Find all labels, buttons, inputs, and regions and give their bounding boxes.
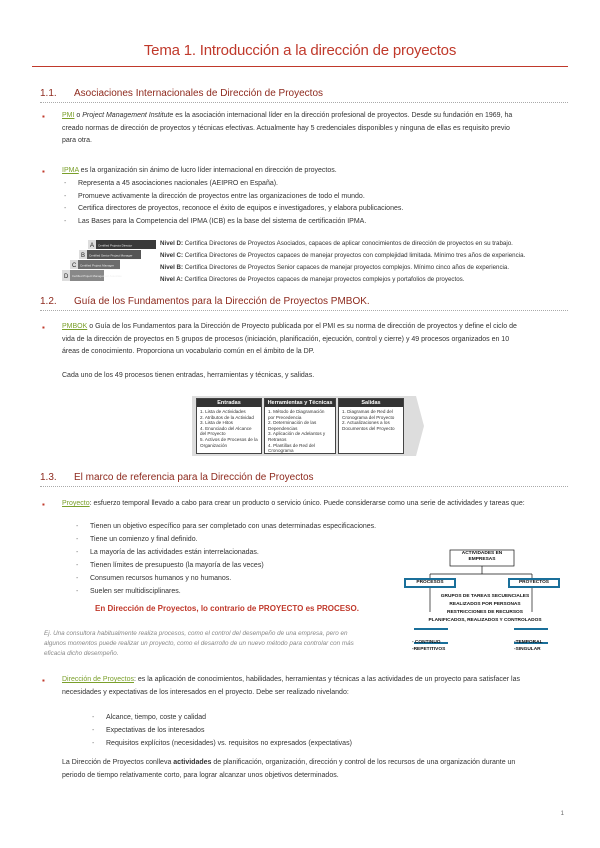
proyecto-link[interactable]: Proyecto: [62, 500, 90, 507]
title-divider: [32, 66, 568, 67]
proyecto-paragraph: Proyecto: esfuerzo temporal llevado a cabo para crear un producto o servicio único. Puede considerarse como una serie de actividades y tareas que:: [62, 500, 525, 507]
list-item: - Las Bases para la Competencia del IPMA (ICB) es la base del sistema de certificación IPMA.: [64, 217, 367, 225]
diagram-top-label: ACTIVIDADES EN EMPRESAS: [461, 551, 503, 562]
ipma-list: [64, 178, 564, 228]
section-heading-1-3: 1.3. El marco de referencia para la Dirección de Proyectos: [40, 472, 314, 483]
bullet-icon: ▪: [42, 676, 45, 685]
diagram-middle-labels: GRUPOS DE TAREAS SECUENCIALES REALIZADOS POR PERSONAS RESTRICCIONES DE RECURSOS PLANIFICADOS, REALIZADOS Y CONTROLADOS: [428, 594, 542, 623]
svg-text:D: D: [64, 274, 69, 280]
direccion-link[interactable]: Dirección de Proyectos: [62, 676, 134, 683]
direccion-summary: La Dirección de Proyectos conlleva actividades de planificación, organización, dirección y control de los recursos de una organización durante un periodo de tiempo relativamente corto, para lograr alcanzar unos objetivos determinados.: [62, 759, 516, 779]
diagram-procesos-traits: - CONTINUO -REPETITIVOS: [412, 640, 446, 652]
ipma-paragraph: IPMA es la organización sin ánimo de lucro líder internacional en dirección de proyectos.: [62, 167, 337, 174]
list-item: - Expectativas de los interesados: [92, 727, 205, 734]
section-divider: [40, 310, 568, 311]
pmbok-processes-note: Cada uno de los 49 procesos tienen entradas, herramientas y técnicas, y salidas.: [62, 372, 315, 379]
list-item: - Representa a 45 asociaciones nacionales (AEIPRO en España).: [64, 180, 279, 187]
svg-text:Certified Project Manager: Certified Project Manager: [80, 263, 115, 268]
ipo-salidas-box: Salidas 1. Diagramas de Red del Cronograma del Proyecto 2. Actualizaciones a los Documentos del Proyecto: [338, 398, 404, 454]
level-c-text: Nivel C: Certifica Directores de Proyectos capaces de manejar proyectos con complejidad limitada. Mínimo tres años de experiencia.: [160, 252, 526, 259]
ipma-levels-staircase: [62, 238, 158, 284]
section-divider: [40, 102, 568, 103]
svg-text:Certified Senior Project Manag: Certified Senior Project Manager: [89, 253, 133, 258]
ipo-arrow-icon: [410, 396, 424, 456]
list-item: - Tienen un objetivo específico para ser completado con unas determinadas especificaciones.: [76, 523, 377, 530]
list-item: - Promueve activamente la dirección de proyectos entre las organizaciones de todo el mundo.: [64, 192, 365, 200]
ipo-entradas-box: Entradas 1. Lista de Actividades 2. Atributos de la Actividad 3. Lista de Hitos 4. Enunciado del Alcance del Proyecto 5. Activos de Procesos de la Organización: [196, 398, 262, 454]
list-item: - La mayoría de las actividades están interrelacionadas.: [76, 549, 259, 556]
bullet-icon: ▪: [42, 500, 45, 509]
list-item: - Certifica directores de proyectos, reconoce el éxito de equipos e investigadores, y elabora publicaciones.: [64, 205, 404, 212]
list-item: - Tiene un comienzo y final definido.: [76, 536, 198, 543]
level-b-text: Nivel B: Certifica Directores de Proyectos Senior capaces de manejar proyectos complejos. Mínimo cinco años de experiencia.: [160, 264, 510, 271]
diagram-proyectos-label: PROYECTOS: [518, 580, 550, 585]
direccion-paragraph: Dirección de Proyectos: es la aplicación de conocimientos, habilidades, herramientas y técnicas a las actividades de un proyecto para satisfacer las necesidades y expectativas de los interesados en el proyecto. Debe ser realizado nivelando:: [62, 676, 520, 696]
list-item: - Consumen recursos humanos y no humanos.: [76, 575, 232, 582]
proyecto-vs-proceso-note: En Dirección de Proyectos, lo contrario de PROYECTO es PROCESO.: [95, 604, 359, 613]
level-d-text: Nivel D: Certifica Directores de Proyectos Asociados, capaces de aplicar conocimientos de dirección de proyectos en su trabajo.: [160, 240, 513, 247]
pmi-link[interactable]: PMI: [62, 112, 75, 119]
svg-text:Certified Project Management A: Certified Project Management Associate: [72, 274, 122, 278]
diagram-procesos-label: PROCESOS: [416, 580, 444, 585]
svg-text:C: C: [72, 263, 77, 269]
pmbok-paragraph: PMBOK o Guía de los Fundamentos para la Dirección de Proyecto publicada por el PMI es su norma de dirección de proyectos y define el ciclo de vida de la dirección de proyectos en 5 grupos de procesos (iniciación, planificación, ejecución, control y cierre) y 49 procesos organizados en 10 áreas de conocimiento. Proporciona un vocabulario común en el ámbito de la DP.: [62, 323, 517, 356]
ipo-herramientas-box: Herramientas y Técnicas 1. Método de Diagramación por Precedencia 2. Determinación de las Dependencias 3. Aplicación de Adelantos y Retrasos 4. Plantillas de Red del Cronograma: [264, 398, 336, 454]
example-note: Ej. Una consultora habitualmente realiza procesos, como el control del desempeño de una empresa, pero en algunos momentos puede realizar un proyecto, como el desarrollo de un nuevo método para controlar con más eficacia dicho desempeño.: [44, 630, 354, 657]
list-item: - Suelen ser multidisciplinares.: [76, 588, 181, 595]
bullet-icon: ▪: [42, 167, 45, 176]
list-item: - Alcance, tiempo, coste y calidad: [92, 714, 206, 721]
page-number: 1: [560, 811, 564, 817]
list-item: - Requisitos explícitos (necesidades) vs. requisitos no expresados (expectativas): [92, 740, 352, 747]
svg-text:A: A: [90, 243, 95, 249]
ipma-link[interactable]: IPMA: [62, 167, 79, 174]
section-heading-1-2: 1.2. Guía de los Fundamentos para la Dirección de Proyectos PMBOK.: [40, 296, 370, 307]
diagram-proyectos-traits: -TEMPORAL -SINGULAR: [514, 640, 543, 652]
svg-text:B: B: [81, 253, 86, 259]
svg-text:Certified Projects Director: Certified Projects Director: [98, 243, 133, 248]
pmbok-link[interactable]: PMBOK: [62, 323, 88, 330]
direccion-list: [92, 711, 492, 750]
level-a-text: Nivel A: Certifica Directores de Proyectos capaces de manejar proyectos complejos y portafolios de proyectos.: [160, 276, 465, 283]
bullet-icon: ▪: [42, 112, 45, 121]
page-title: Tema 1. Introducción a la dirección de proyectos: [143, 42, 457, 59]
pmi-paragraph: PMI o Project Management Institute es la asociación internacional líder en la dirección profesional de proyectos. Desde su fundación en 1969, ha creado normas de dirección de proyectos y técnicas efectivas. Actualmente hay 5 credenciales disponibles y ninguna de ellas es requisito previo para otra.: [62, 112, 513, 145]
proyecto-list: [76, 520, 406, 598]
list-item: - Tienen límites de presupuesto (la mayoría de las veces): [76, 562, 264, 569]
bullet-icon: ▪: [42, 323, 45, 332]
section-divider: [40, 486, 568, 487]
section-heading-1-1: 1.1. Asociaciones Internacionales de Dirección de Proyectos: [40, 88, 324, 99]
